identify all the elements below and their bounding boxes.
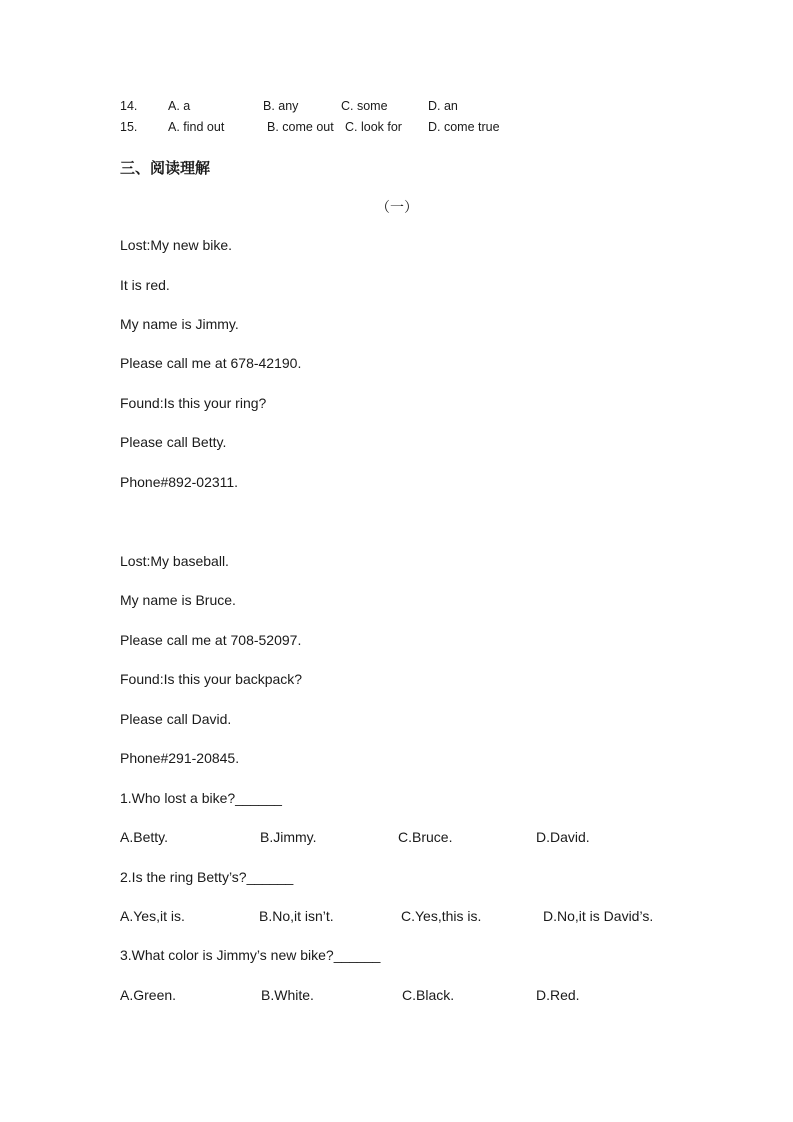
option-a: A. a <box>168 99 191 113</box>
option-b: B. come out <box>267 120 334 134</box>
option-c: C.Black. <box>402 987 455 1003</box>
option-b: B.White. <box>261 987 314 1003</box>
question-text: 2.Is the ring Betty’s?______ <box>120 869 294 885</box>
option-d: D.No,it is David’s. <box>543 908 654 924</box>
notice-line: It is red. <box>120 277 170 293</box>
section-heading: 三、阅读理解 <box>120 159 211 177</box>
option-b: B.Jimmy. <box>260 829 317 845</box>
notice-line: Lost:My baseball. <box>120 553 229 569</box>
option-d: D.David. <box>536 829 590 845</box>
notice-line: Phone#291-20845. <box>120 750 240 766</box>
option-d: D. an <box>428 99 458 113</box>
passage-title: （一） <box>376 200 418 216</box>
option-c: C.Bruce. <box>398 829 453 845</box>
notice-line: Please call David. <box>120 711 232 727</box>
notice-line: Found:Is this your ring? <box>120 395 267 411</box>
notice-line: Please call me at 708-52097. <box>120 632 302 648</box>
notice-line: My name is Bruce. <box>120 592 236 608</box>
option-a: A.Betty. <box>120 829 168 845</box>
question-number: 15. <box>120 120 138 134</box>
option-d: D.Red. <box>536 987 580 1003</box>
option-d: D. come true <box>428 120 500 134</box>
notice-line: Please call me at 678-42190. <box>120 355 302 371</box>
option-a: A.Green. <box>120 987 177 1003</box>
option-c: C. look for <box>345 120 402 134</box>
option-c: C. some <box>341 99 388 113</box>
option-a: A.Yes,it is. <box>120 908 185 924</box>
question-text: 1.Who lost a bike?______ <box>120 790 282 806</box>
option-c: C.Yes,this is. <box>401 908 482 924</box>
notice-line: Phone#892-02311. <box>120 474 239 490</box>
option-b: B.No,it isn’t. <box>259 908 334 924</box>
notice-line: My name is Jimmy. <box>120 316 239 332</box>
option-a: A. find out <box>168 120 225 134</box>
notice-line: Found:Is this your backpack? <box>120 671 303 687</box>
question-text: 3.What color is Jimmy’s new bike?______ <box>120 947 381 963</box>
question-number: 14. <box>120 99 138 113</box>
notice-line: Lost:My new bike. <box>120 237 233 253</box>
option-b: B. any <box>263 99 299 113</box>
notice-line: Please call Betty. <box>120 434 227 450</box>
